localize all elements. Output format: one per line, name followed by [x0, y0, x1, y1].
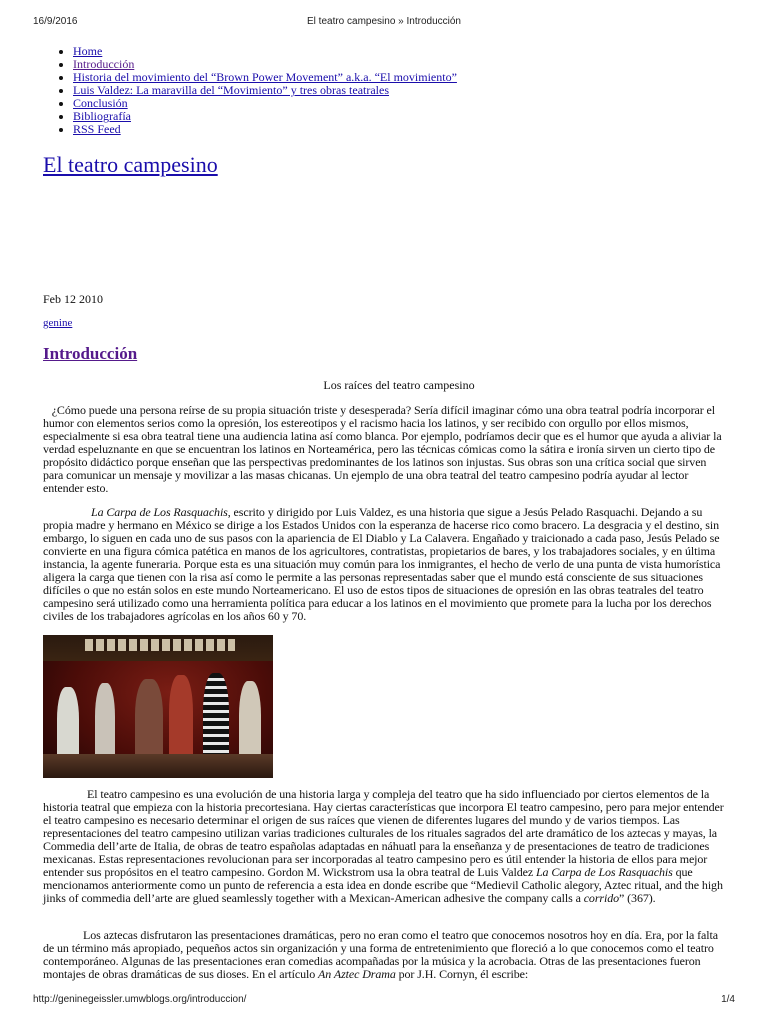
- post-title-link[interactable]: Introducción: [43, 344, 138, 363]
- print-header: [0, 16, 768, 30]
- nav-link-rss-feed[interactable]: RSS Feed: [73, 122, 121, 136]
- post-author: [43, 317, 72, 329]
- corrido-term: corrido: [583, 891, 620, 905]
- nav-item-rss-feed: [73, 123, 457, 136]
- stage-photo: [43, 635, 273, 778]
- site-title-link[interactable]: El teatro campesino: [43, 152, 218, 177]
- paragraph-3-text-c: ” (367).: [619, 891, 656, 905]
- post-title: [43, 344, 137, 364]
- nav-link-introduccion[interactable]: Introducción: [73, 57, 135, 71]
- paragraph-3-text-a: El teatro campesino es una evolución de una historia larga y compleja del teatro que ha sido influenciado por ciertos elementos de la historia teatral que empieza con la historia precortesiana. Hay ciertas características que incorpora El teatro campesino, pero para mejor entender el teatro campesino es necesario determinar el origen de sus raíces que vienen de diferentes lugares del mundo y de varios tiempos. Las representaciones del teatro campesino utilizan varias tradiciones culturales de los rituales sagrados del arte dramático de los aztecas y mayas, la Commedia dell’arte de Italia, de obras de teatro españolas adaptadas en náhuatl para la enseñanza y de presentaciones de teatro de tradiciones mexicanas. Estas representaciones revolucionan para ser incorporadas al teatro campesino pero es útil entender la historia de ellos para mejor entender sus propósitos en el teatro campesino. Gordon M. Wickstrom usa la obra teatral de Luis Valdez: [43, 787, 724, 879]
- photo-stage-floor: [43, 754, 273, 778]
- work-title: La Carpa de Los Rasquachis: [535, 865, 673, 879]
- paragraph-2-text: , escrito y dirigido por Luis Valdez, es una historia que sigue a Jesús Pelado Rasquachi. Dejando a su propia madre y hermano en México se dirige a los Estados Unidos con la esperanza de hacerse rico como bracero. La desgracia y el destino, sin embargo, lo siguen en cada uno de sus pasos con la apariencia de El Diablo y La Calavera. Engañado y traicionado a cada paso, Jesús Pelado se convierte en una figura cómica patética en manos de los agricultores, contratistas, propietarios de bares, y los trabajadores sociales, y en última instancia, la agente funeraria. Porque esta es una situación muy común para los inmigrantes, el hecho de verlo de una punta de vista humorística aligera la carga que tienen con la risa así como le permite a las personas representadas saber que el mundo está consciente de sus situaciones difíciles o que no están solos en este mundo Norteamericano. El uso de estos tipos de situaciones de opresión en las obras teatrales del teatro campesino será utilizado como una herramienta política para educar a los latinos en el movimiento que promete para la lucha por los derechos civiles de los trabajadores agrícolas en los años 60 y 70.: [43, 505, 721, 623]
- banner-lettering: [85, 639, 235, 651]
- nav-link-historia[interactable]: Historia del movimiento del “Brown Power Movement” a.k.a. “El movimiento”: [73, 70, 457, 84]
- paragraph-2: [43, 506, 728, 623]
- nav-item-bibliografia: [73, 110, 457, 123]
- print-date: 16/9/2016: [33, 16, 78, 27]
- nav-link-conclusion[interactable]: Conclusión: [73, 96, 128, 110]
- nav-link-luis-valdez[interactable]: Luis Valdez: La maravilla del “Movimiento” y tres obras teatrales: [73, 83, 390, 97]
- nav-item-luis-valdez: [73, 84, 457, 97]
- author-link[interactable]: genine: [43, 317, 73, 329]
- paragraph-4-text-b: por J.H. Cornyn, él escribe:: [395, 967, 529, 981]
- site-navigation: [43, 45, 457, 136]
- post-subtitle: Los raíces del teatro campesino: [323, 378, 475, 392]
- paragraph-3-text-b: que mencionamos anteriormente como un punto de referencia a esta idea en donde escribe que “Medievil Catholic alegory, Aztec ritual, and the high jinks of commedia dell’arte are glued seamlessly together with a Mexican-American adhesive the company calls a: [43, 865, 723, 905]
- photo-banner: [43, 635, 273, 661]
- paragraph-1: ¿Cómo puede una persona reírse de su propia situación triste y desesperada? Sería difícil imaginar cómo una obra teatral podría incorporar el humor con elementos serios como la opresión, los estereotipos y el racismo hacia los latinos, y ser recibido con orgullo por ellos mismos, especialmente si esa obra teatral tiene una audiencia latina así como blanca. Por ejemplo, podríamos decir que es el humor que ayuda a aliviar la verdad espeluznante en que se encuentran los latinos en Norteamérica, pero las técnicas cómicas como la sátira e ironía sirven un cierto tipo de propósito didáctico porque enseñan que las perspectivas predominantes de los latinos son injustas. Sus obras son una crítica social que sirven para comunicar un mensaje y movilizar a las masas chicanas. Un ejemplo de una obra teatral del teatro campesino podría ayudar al lector entender esto.: [43, 403, 725, 495]
- print-footer: [0, 994, 768, 1008]
- nav-link-home[interactable]: Home: [73, 44, 103, 58]
- paragraph-4: [43, 929, 728, 981]
- site-title: [43, 152, 218, 178]
- paragraph-3: [43, 788, 728, 905]
- print-page-title: El teatro campesino » Introducción: [307, 16, 461, 27]
- work-title: La Carpa de Los Rasquachis: [91, 505, 228, 519]
- post-date: Feb 12 2010: [43, 292, 103, 306]
- nav-link-bibliografia[interactable]: Bibliografía: [73, 109, 131, 123]
- paragraph-4-text-a: Los aztecas disfrutaron las presentaciones dramáticas, pero no eran como el teatro que conocemos nosotros hoy en día. Era, por la falta de un término más apropiado, pequeños actos sin organización y una forma de entretenimiento que floreció a lo que conocemos como el teatro contemporáneo. Algunas de las presentaciones eran comedias acompañadas por la música y la acrobacia. Otras de las presentaciones fueron montajes de obras dramáticas de sus dioses. En el artículo: [43, 928, 718, 981]
- print-page-number: 1/4: [721, 994, 735, 1005]
- article-title: An Aztec Drama: [318, 967, 396, 981]
- print-url: http://geninegeissler.umwblogs.org/introduccion/: [33, 994, 247, 1005]
